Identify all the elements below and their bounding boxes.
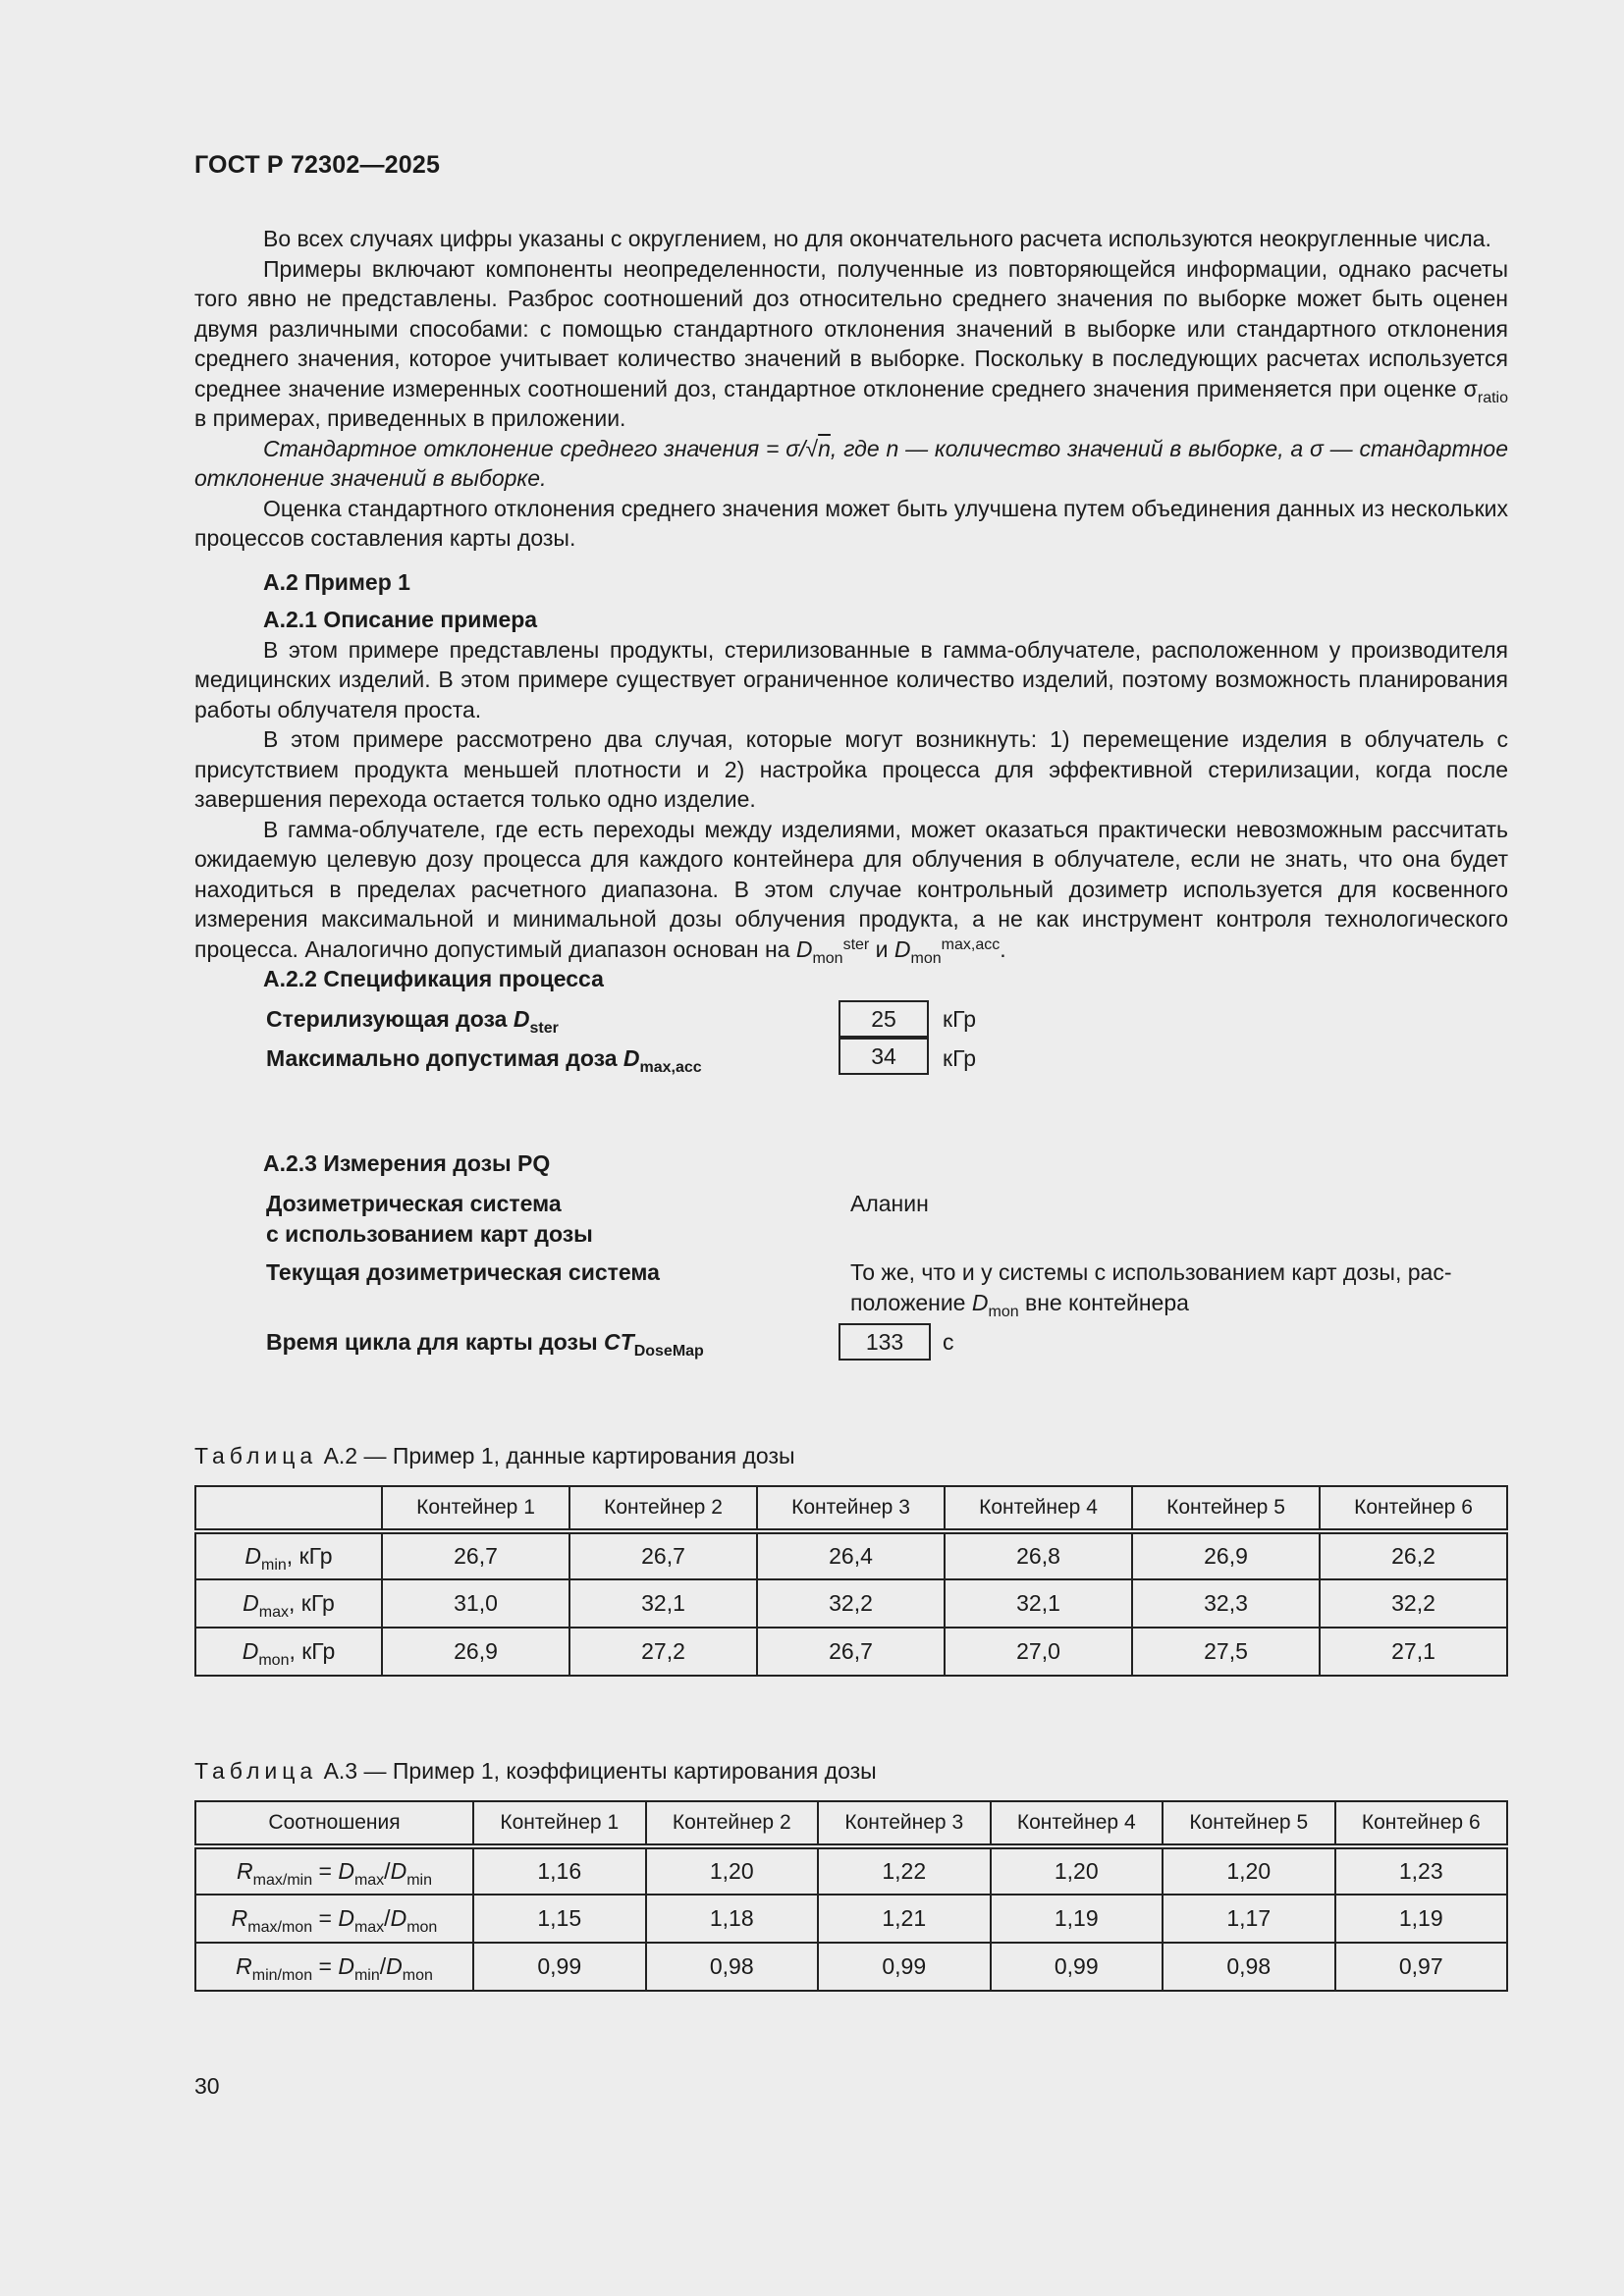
- text: Оценка стандартного отклонения среднего значения может быть улучшена путем объединения данных из нескольких процессов составления карты дозы.: [194, 495, 1508, 551]
- table-cell: 32,2: [1320, 1579, 1507, 1628]
- text: Дозиметрическая система: [266, 1191, 562, 1216]
- row-label: [195, 1846, 473, 1895]
- table-a2-caption: [194, 1443, 795, 1469]
- table-cell: 1,22: [818, 1846, 991, 1895]
- text: Во всех случаях цифры указаны с округлением, но для окончательного расчета используются неокругленные числа.: [263, 226, 1491, 251]
- row-label: [195, 1531, 382, 1579]
- spec-label: [266, 1189, 593, 1249]
- text: Стерилизующая доза: [266, 1005, 514, 1032]
- text: Стандартное отклонение среднего значения = σ/√: [263, 435, 819, 461]
- table-header-cell: Контейнер 4: [991, 1801, 1164, 1846]
- document-header: ГОСТ Р 72302—2025: [194, 151, 441, 179]
- row-label: [195, 1628, 382, 1676]
- table-cell: 27,2: [569, 1628, 757, 1676]
- table-row: [195, 1895, 1507, 1943]
- table-cell: 26,9: [1132, 1531, 1320, 1579]
- unit: , кГр: [289, 1638, 336, 1664]
- caption-word: Таблица: [194, 1443, 318, 1468]
- table-header-row: [195, 1801, 1507, 1846]
- subscript: min/mon: [251, 1967, 313, 1984]
- symbol-d: D: [386, 1953, 403, 1979]
- table-header-cell: Контейнер 6: [1320, 1486, 1507, 1531]
- table-a3: [194, 1800, 1508, 1992]
- section-heading-a22: А.2.2 Спецификация процесса: [263, 966, 604, 991]
- table-cell: 0,98: [646, 1943, 819, 1991]
- table-cell: 1,20: [1163, 1846, 1335, 1895]
- paragraph: [194, 224, 1508, 254]
- table-header-cell: Контейнер 4: [945, 1486, 1132, 1531]
- unit: , кГр: [286, 1543, 333, 1569]
- paragraph: [194, 724, 1508, 815]
- table-cell: 1,23: [1335, 1846, 1508, 1895]
- subscript: mon: [910, 949, 942, 967]
- table-cell: 27,1: [1320, 1628, 1507, 1676]
- row-label: [195, 1895, 473, 1943]
- slash: /: [379, 1953, 387, 1979]
- subscript: min: [353, 1967, 380, 1984]
- formula-paragraph: [194, 434, 1508, 494]
- table-header-cell: Контейнер 2: [646, 1801, 819, 1846]
- paragraph: [194, 494, 1508, 554]
- spec-unit: кГр: [943, 1005, 977, 1032]
- subscript: ster: [529, 1019, 559, 1037]
- row-label: [195, 1943, 473, 1991]
- table-header-cell: Контейнер 5: [1132, 1486, 1320, 1531]
- table-cell: 0,98: [1163, 1943, 1335, 1991]
- text: в примерах, приведенных в приложении.: [194, 405, 626, 431]
- table-cell: 0,97: [1335, 1943, 1508, 1991]
- paragraph: [194, 635, 1508, 725]
- table-cell: 1,15: [473, 1895, 646, 1943]
- text: .: [1000, 935, 1006, 962]
- table-row: [195, 1579, 1507, 1628]
- subscript: max: [258, 1604, 290, 1621]
- table-header-cell: Контейнер 1: [473, 1801, 646, 1846]
- table-header-cell: Контейнер 3: [757, 1486, 945, 1531]
- table-cell: 0,99: [991, 1943, 1164, 1991]
- equals: =: [312, 1953, 339, 1979]
- symbol-d: D: [513, 1005, 530, 1032]
- text: В этом примере представлены продукты, стерилизованные в гамма-облучателе, расположенном у производителя медицинских изделий. В этом примере существует ограниченное количество изделий, поэтому возможность планирования работы облучателя проста.: [194, 636, 1508, 722]
- spec-value-box: 25: [839, 1000, 929, 1038]
- table-cell: 26,7: [757, 1628, 945, 1676]
- section-heading-a2: А.2 Пример 1: [263, 568, 410, 595]
- table-cell: 27,0: [945, 1628, 1132, 1676]
- symbol-ct: CT: [604, 1329, 634, 1355]
- table-header-cell: Контейнер 1: [382, 1486, 569, 1531]
- row-label: [195, 1579, 382, 1628]
- sqrt-n: n: [818, 435, 831, 461]
- table-row: [195, 1846, 1507, 1895]
- section-heading-a21: А.2.1 Описание примера: [263, 607, 538, 632]
- text: Время цикла для карты дозы: [266, 1329, 605, 1355]
- symbol-d: D: [390, 1858, 407, 1884]
- subscript: min: [406, 1872, 432, 1889]
- table-cell: 32,3: [1132, 1579, 1320, 1628]
- subscript: mon: [258, 1652, 290, 1669]
- table-cell: 26,8: [945, 1531, 1132, 1579]
- spec-label: [266, 1004, 559, 1035]
- table-cell: 0,99: [473, 1943, 646, 1991]
- table-cell: 32,1: [945, 1579, 1132, 1628]
- text: Примеры включают компоненты неопределенности, полученные из повторяющейся информации, однако расчеты того явно не представлены. Разброс соотношений доз относительно среднего значения по выборке может быть оценен двумя различными способами: с помощью стандартного отклонения значений в выборке или стандартного отклонения среднего значения, которое учитывает количество значений в выборке. Поскольку в последующих расчетах используется среднее значение измеренных соотношений доз, стандартное отклонение среднего значения применяется при оценке σ: [194, 255, 1508, 401]
- table-a3-caption: [194, 1758, 877, 1785]
- text: , где n — количество значений в выборке, а σ — стандартное отклонение значений в выборке.: [194, 435, 1508, 491]
- subscript: mon: [988, 1303, 1019, 1320]
- symbol-d: D: [338, 1953, 354, 1979]
- section-heading-a23: А.2.3 Измерения дозы PQ: [263, 1150, 551, 1176]
- table-cell: 0,99: [818, 1943, 991, 1991]
- spec-unit: с: [943, 1329, 954, 1355]
- text: То же, что и у системы с использованием карт дозы, рас-: [850, 1259, 1452, 1285]
- symbol-r: R: [237, 1858, 253, 1884]
- slash: /: [384, 1905, 391, 1931]
- symbol-d: D: [244, 1543, 262, 1569]
- subscript: mon: [812, 949, 843, 967]
- table-cell: 26,4: [757, 1531, 945, 1579]
- symbol-d: D: [893, 935, 911, 962]
- subscript: DoseMap: [633, 1343, 704, 1360]
- spec-value-box: 34: [839, 1038, 929, 1075]
- subscript: max,acc: [639, 1058, 702, 1076]
- symbol-d: D: [243, 1590, 259, 1616]
- text: и: [869, 935, 894, 962]
- symbol-d: D: [338, 1905, 354, 1931]
- text: положение: [850, 1289, 972, 1315]
- spec-value: Аланин: [850, 1191, 929, 1216]
- symbol-r: R: [236, 1953, 252, 1979]
- subscript: mon: [406, 1919, 438, 1936]
- superscript: ster: [842, 935, 870, 953]
- symbol-d: D: [795, 935, 813, 962]
- caption-word: Таблица: [194, 1758, 318, 1784]
- symbol-r: R: [231, 1905, 248, 1931]
- table-cell: 1,21: [818, 1895, 991, 1943]
- page-number: 30: [194, 2073, 220, 2099]
- subscript: mon: [402, 1967, 433, 1984]
- table-header-cell: Соотношения: [195, 1801, 473, 1846]
- table-cell: 1,17: [1163, 1895, 1335, 1943]
- equals: =: [312, 1858, 339, 1884]
- table-cell: 32,1: [569, 1579, 757, 1628]
- text: Максимально допустимая доза: [266, 1044, 623, 1071]
- spec-label: [266, 1043, 702, 1074]
- spec-value: [850, 1257, 1518, 1320]
- text: В этом примере рассмотрено два случая, которые могут возникнуть: 1) перемещение изделия в облучатель с присутствием продукта меньшей плотности и 2) настройка процесса для эффективной стерилизации, когда после завершения перехода остается только одно изделие.: [194, 726, 1508, 812]
- spec-unit: кГр: [943, 1044, 977, 1071]
- symbol-d: D: [338, 1858, 354, 1884]
- table-cell: 26,7: [382, 1531, 569, 1579]
- table-header-cell: [195, 1486, 382, 1531]
- paragraph: [194, 254, 1508, 434]
- paragraph: [194, 815, 1508, 965]
- table-cell: 1,16: [473, 1846, 646, 1895]
- subscript: max: [353, 1872, 385, 1889]
- symbol-d: D: [623, 1044, 640, 1071]
- table-cell: 26,7: [569, 1531, 757, 1579]
- spec-label: [266, 1327, 704, 1358]
- symbol-d: D: [971, 1289, 989, 1315]
- table-header-cell: Контейнер 5: [1163, 1801, 1335, 1846]
- subscript: max: [353, 1919, 385, 1936]
- symbol-d: D: [242, 1638, 259, 1664]
- unit: , кГр: [289, 1590, 335, 1616]
- table-a2: [194, 1485, 1508, 1677]
- table-row: [195, 1628, 1507, 1676]
- table-cell: 32,2: [757, 1579, 945, 1628]
- symbol-d: D: [390, 1905, 407, 1931]
- caption-text: А.2 — Пример 1, данные картирования дозы: [317, 1443, 795, 1468]
- text: вне контейнера: [1018, 1289, 1189, 1315]
- table-cell: 27,5: [1132, 1628, 1320, 1676]
- table-cell: 1,19: [991, 1895, 1164, 1943]
- table-cell: 1,20: [991, 1846, 1164, 1895]
- subscript: ratio: [1477, 389, 1508, 406]
- subscript: min: [261, 1557, 287, 1574]
- text: с использованием карт дозы: [266, 1220, 593, 1247]
- spec-label: Текущая дозиметрическая система: [266, 1259, 660, 1285]
- subscript: max/min: [252, 1872, 313, 1889]
- table-cell: 26,9: [382, 1628, 569, 1676]
- table-header-row: [195, 1486, 1507, 1531]
- table-row: [195, 1943, 1507, 1991]
- text: В гамма-облучателе, где есть переходы между изделиями, может оказаться практически невозможным рассчитать ожидаемую целевую дозу процесса для каждого контейнера для облучения в облучателе, если не знать, что она будет находиться в пределах расчетного диапазона. В этом случае контрольный дозиметр используется для косвенного измерения максимальной и минимальной дозы облучения продукта, а не как инструмент контроля технологического процесса. Аналогично допустимый диапазон основан на: [194, 816, 1508, 962]
- table-header-cell: Контейнер 6: [1335, 1801, 1508, 1846]
- table-row: [195, 1531, 1507, 1579]
- table-cell: 26,2: [1320, 1531, 1507, 1579]
- slash: /: [384, 1858, 391, 1884]
- table-header-cell: Контейнер 3: [818, 1801, 991, 1846]
- table-header-cell: Контейнер 2: [569, 1486, 757, 1531]
- table-cell: 1,19: [1335, 1895, 1508, 1943]
- equals: =: [312, 1905, 339, 1931]
- table-cell: 31,0: [382, 1579, 569, 1628]
- superscript: max,acc: [941, 935, 1001, 953]
- subscript: max/mon: [247, 1919, 313, 1936]
- caption-text: А.3 — Пример 1, коэффициенты картирования дозы: [317, 1758, 877, 1784]
- table-cell: 1,20: [646, 1846, 819, 1895]
- table-cell: 1,18: [646, 1895, 819, 1943]
- spec-value-box: 133: [839, 1323, 931, 1361]
- body-text: [194, 224, 1508, 1360]
